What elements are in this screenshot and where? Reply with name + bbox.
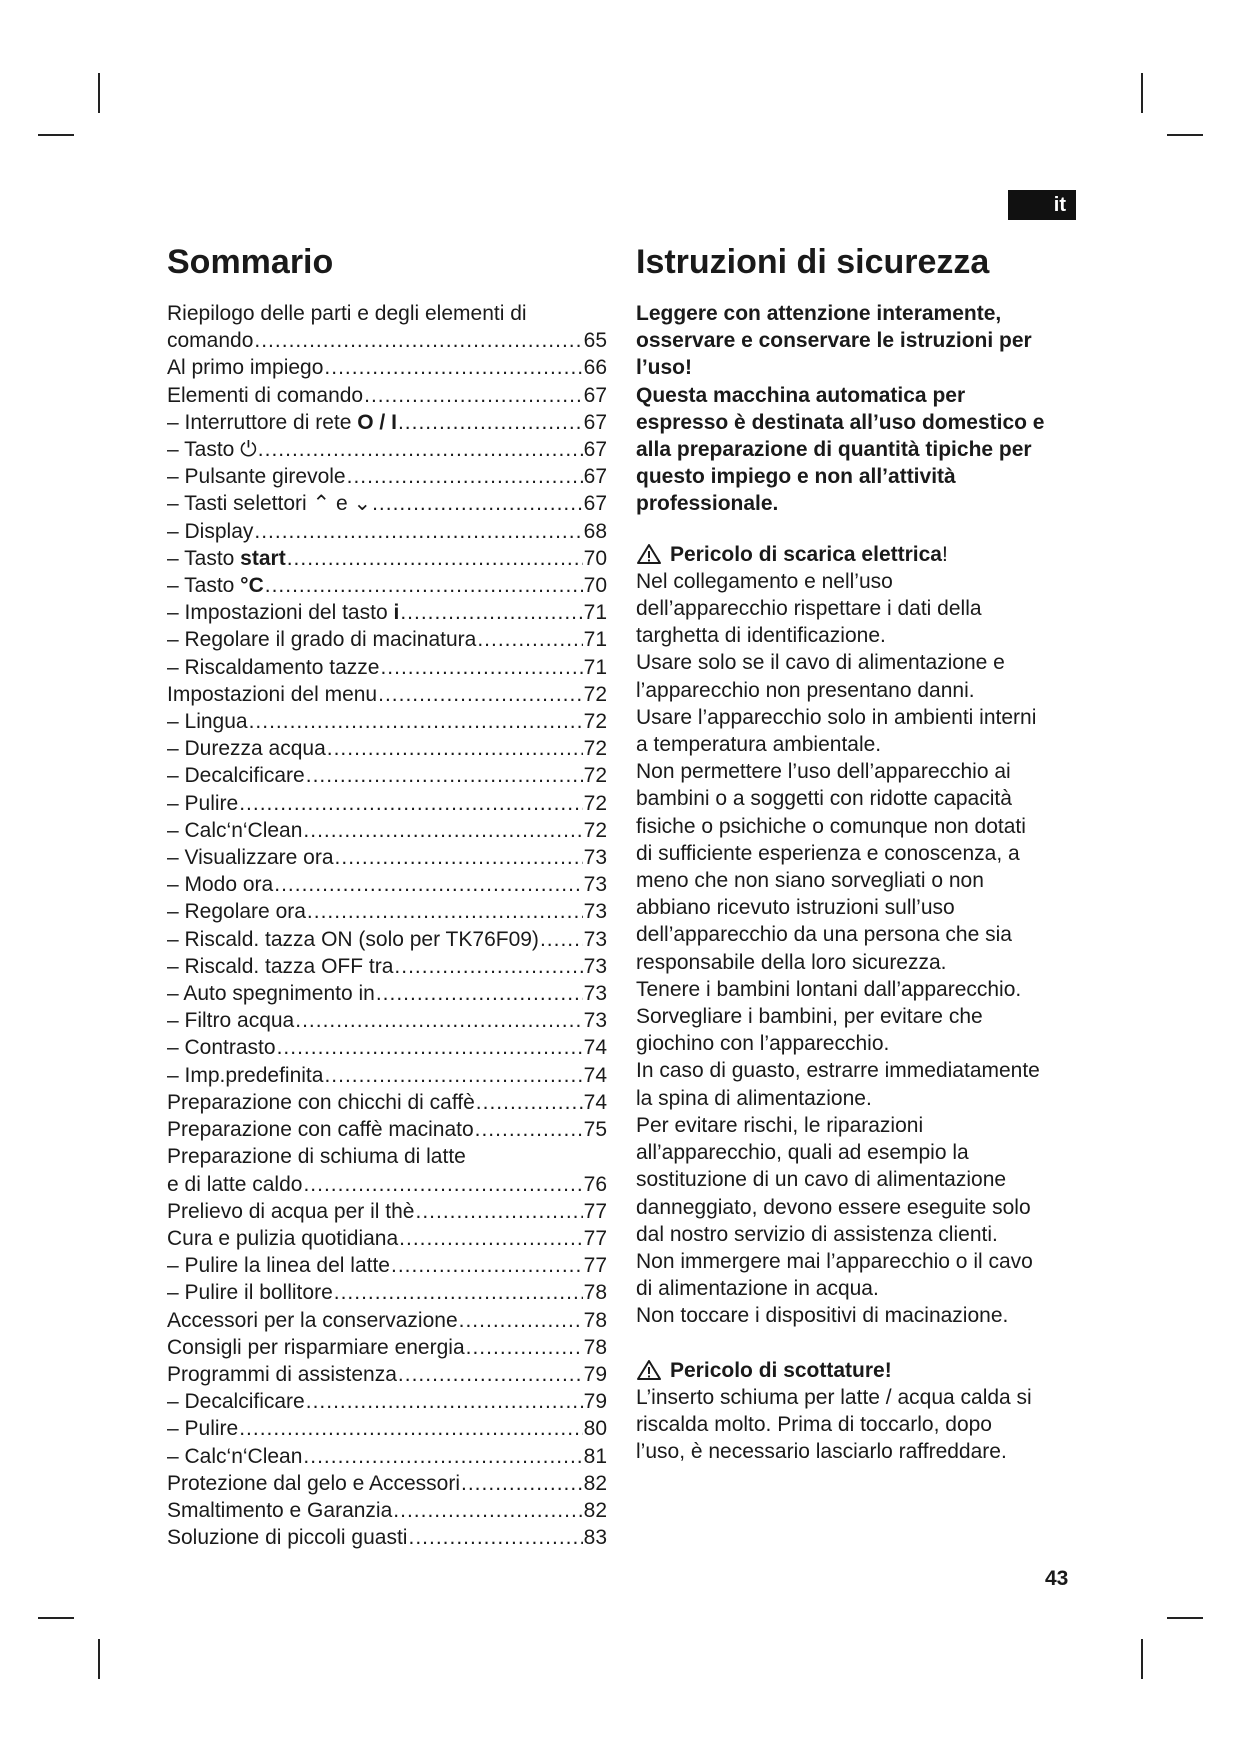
toc-entry-label: – Lingua	[167, 710, 248, 734]
toc-entry	[167, 382, 607, 409]
toc-page-number: 73	[583, 927, 607, 951]
toc-page-number: 67	[583, 410, 607, 434]
text-line: sostituzione di un cavo di alimentazione	[636, 1168, 1007, 1192]
text-line: professionale.	[636, 492, 779, 516]
text-line: espresso è destinata all’uso domestico e	[636, 410, 1045, 434]
toc-page-number: 76	[583, 1172, 607, 1196]
toc-entry-label: comando	[167, 329, 254, 353]
toc-leader-dots	[393, 1497, 582, 1524]
toc-entry-label: – Contrasto	[167, 1036, 276, 1060]
warning-burn-title: Pericolo di scottature!	[670, 1358, 892, 1382]
toc-page-number: 72	[583, 818, 607, 842]
toc-entry	[167, 1415, 607, 1442]
warning-triangle-icon	[636, 1359, 662, 1381]
toc-page-number: 67	[583, 492, 607, 516]
text-line: dell’apparecchio rispettare i dati della	[636, 597, 982, 621]
crop-mark	[1167, 134, 1203, 136]
toc-entry	[167, 599, 607, 626]
toc-leader-dots	[399, 1225, 582, 1252]
toc-entry	[167, 626, 607, 653]
toc-page-number: 73	[583, 954, 607, 978]
toc-page-number: 78	[583, 1335, 607, 1359]
crop-mark	[98, 1639, 100, 1679]
toc-page-number: 72	[583, 764, 607, 788]
toc-entry-label: – Riscald. tazza OFF tra	[167, 954, 394, 978]
toc-entry-label: Soluzione di piccoli guasti	[167, 1526, 408, 1550]
crop-mark	[38, 134, 74, 136]
toc-entry-label: Impostazioni del menu	[167, 682, 378, 706]
toc-entry-label: – Riscaldamento tazze	[167, 655, 380, 679]
toc-entry-label: – Regolare il grado di macinatura	[167, 628, 477, 652]
toc-leader-dots	[324, 1062, 582, 1089]
toc-entry	[167, 572, 607, 599]
toc-entry	[167, 735, 607, 762]
warning-electric-heading	[636, 541, 1086, 568]
toc-entry-label: Cura e pulizia quotidiana	[167, 1226, 399, 1250]
text-line: questo impiego e non all’attività	[636, 465, 956, 489]
toc-page-number: 67	[583, 465, 607, 489]
toc-entry	[167, 926, 607, 953]
toc-page-number: 82	[583, 1498, 607, 1522]
table-of-contents	[167, 238, 607, 1551]
safety-intro	[636, 300, 1086, 518]
toc-page-number: 82	[583, 1471, 607, 1495]
text-line: Questa macchina automatica per	[636, 383, 966, 407]
toc-entry	[167, 436, 607, 463]
toc-entry	[167, 1007, 607, 1034]
warning-burn-text	[636, 1384, 1086, 1466]
language-tab: it	[1008, 190, 1076, 220]
toc-entry	[167, 1307, 607, 1334]
toc-page-number: 72	[583, 682, 607, 706]
toc-entry-label: – Riscald. tazza ON (solo per TK76F09)	[167, 927, 539, 951]
warning-triangle-icon	[636, 543, 662, 565]
text-line: targhetta di identificazione.	[636, 624, 886, 648]
text-line: a temperatura ambientale.	[636, 733, 882, 757]
toc-entry-label: – Tasto °C	[167, 574, 264, 598]
toc-entry	[167, 898, 607, 925]
toc-leader-dots	[239, 1415, 582, 1442]
page-number: 43	[1045, 1567, 1069, 1590]
toc-leader-dots	[364, 382, 583, 409]
toc-entry-label: – Visualizzare ora	[167, 846, 334, 870]
toc-page-number: 72	[583, 710, 607, 734]
toc-entry-label: – Tasto ⏻	[167, 438, 257, 462]
toc-leader-dots	[239, 790, 582, 817]
text-line: riscalda molto. Prima di toccarlo, dopo	[636, 1412, 992, 1436]
toc-title: Sommario	[167, 243, 334, 281]
text-line: l’uso, è necessario lasciarlo raffreddare.	[636, 1440, 1007, 1464]
toc-entry	[167, 871, 607, 898]
text-line: dal nostro servizio di assistenza clienti.	[636, 1222, 998, 1246]
toc-entry	[167, 327, 607, 354]
toc-page-number: 71	[583, 601, 607, 625]
toc-page-number: 78	[583, 1308, 607, 1332]
warning-electric-title: Pericolo di scarica elettrica	[670, 542, 942, 566]
toc-page-number: 77	[583, 1226, 607, 1250]
toc-entry	[167, 1497, 607, 1524]
warning-electric-text	[636, 568, 1086, 1330]
toc-page-number: 74	[583, 1063, 607, 1087]
toc-entry	[167, 1171, 607, 1198]
crop-mark	[98, 73, 100, 113]
toc-entry-label: – Calc‘n‘Clean	[167, 1444, 303, 1468]
toc-leader-dots	[540, 926, 583, 953]
toc-entry	[167, 1062, 607, 1089]
toc-entry	[167, 1252, 607, 1279]
toc-leader-dots	[295, 1007, 582, 1034]
text-line: fisiche o psichiche o comunque non dotati	[636, 814, 1026, 838]
toc-leader-dots	[327, 735, 583, 762]
toc-entry-label: – Impostazioni del tasto i	[167, 601, 400, 625]
toc-entry-label: Consigli per risparmiare energia	[167, 1335, 465, 1359]
toc-leader-dots	[459, 1307, 583, 1334]
toc-leader-dots	[274, 871, 582, 898]
toc-leader-dots	[277, 1034, 583, 1061]
toc-leader-dots	[334, 1279, 583, 1306]
toc-leader-dots	[306, 762, 583, 789]
text-line: responsabile della loro sicurezza.	[636, 950, 947, 974]
toc-entry-label: – Auto spegnimento in	[167, 982, 375, 1006]
toc-page-number: 70	[583, 546, 607, 570]
toc-entry-label: – Interruttore di rete O / I	[167, 410, 397, 434]
text-line: Sorvegliare i bambini, per evitare che	[636, 1005, 983, 1029]
toc-page-number: 73	[583, 873, 607, 897]
toc-entry	[167, 1470, 607, 1497]
toc-page-number: 70	[583, 574, 607, 598]
toc-entry-line: Riepilogo delle parti e degli elementi di	[167, 302, 527, 325]
text-line: dell’apparecchio da una persona che sia	[636, 923, 1012, 947]
toc-leader-dots	[391, 1252, 583, 1279]
toc-leader-dots	[347, 463, 583, 490]
toc-leader-dots	[408, 1524, 582, 1551]
toc-leader-dots	[372, 490, 583, 517]
toc-page-number: 80	[583, 1417, 607, 1441]
toc-entry	[167, 790, 607, 817]
toc-leader-dots	[249, 708, 583, 735]
toc-leader-dots	[303, 817, 582, 844]
toc-leader-dots	[415, 1198, 582, 1225]
text-line: di sufficiente esperienza e conoscenza, a	[636, 841, 1020, 865]
toc-page-number: 79	[583, 1390, 607, 1414]
toc-entry-label: – Modo ora	[167, 873, 274, 897]
toc-entry-line: Preparazione di schiuma di latte	[167, 1145, 466, 1169]
toc-entry-label: – Pulire la linea del latte	[167, 1254, 390, 1278]
toc-leader-dots	[265, 572, 583, 599]
text-line: abbiano ricevuto istruzioni sull’uso	[636, 896, 955, 920]
toc-entry	[167, 409, 607, 436]
toc-entry-label: – Tasti selettori ⌃ e ⌄	[167, 492, 372, 516]
toc-entry	[167, 1116, 607, 1143]
text-line: Per evitare rischi, le riparazioni	[636, 1113, 924, 1137]
toc-page-number: 73	[583, 846, 607, 870]
toc-entry	[167, 980, 607, 1007]
toc-page-number: 74	[583, 1090, 607, 1114]
warning-burn-heading	[636, 1357, 1086, 1384]
toc-leader-dots	[258, 436, 583, 463]
toc-entry-label: Prelievo di acqua per il thè	[167, 1199, 415, 1223]
toc-leader-dots	[378, 681, 583, 708]
toc-entry-label: – Tasto start	[167, 546, 286, 570]
toc-entry-label: Elementi di comando	[167, 383, 364, 407]
toc-page-number: 73	[583, 982, 607, 1006]
toc-entry	[167, 762, 607, 789]
toc-entry	[167, 490, 607, 517]
toc-entry	[167, 1443, 607, 1470]
toc-entry-label: – Imp.predefinita	[167, 1063, 324, 1087]
crop-mark	[1167, 1617, 1203, 1619]
text-line: giochino con l’apparecchio.	[636, 1032, 890, 1056]
crop-mark	[38, 1617, 74, 1619]
toc-entry-label: Preparazione con caffè macinato	[167, 1118, 474, 1142]
toc-leader-dots	[254, 327, 582, 354]
toc-entry	[167, 354, 607, 381]
toc-leader-dots	[335, 844, 583, 871]
toc-leader-dots	[303, 1171, 582, 1198]
toc-entry	[167, 518, 607, 545]
toc-page-number: 67	[583, 383, 607, 407]
text-line: di alimentazione in acqua.	[636, 1277, 879, 1301]
toc-entry-label: – Pulire	[167, 791, 239, 815]
toc-page-number: 83	[583, 1526, 607, 1550]
toc-entry	[167, 681, 607, 708]
toc-page-number: 67	[583, 438, 607, 462]
text-line: l’uso!	[636, 356, 692, 380]
toc-entry	[167, 953, 607, 980]
toc-page-number: 65	[583, 329, 607, 353]
toc-entry	[167, 817, 607, 844]
toc-entry	[167, 1034, 607, 1061]
toc-entry-label: Preparazione con chicchi di caffè	[167, 1090, 475, 1114]
toc-leader-dots	[307, 898, 583, 925]
safety-instructions	[636, 238, 1086, 1465]
toc-entry-label: Programmi di assistenza	[167, 1362, 397, 1386]
toc-entry	[167, 844, 607, 871]
toc-leader-dots	[380, 654, 582, 681]
toc-entry	[167, 1225, 607, 1252]
toc-entry-label: – Pulire il bollitore	[167, 1281, 333, 1305]
text-line: Non immergere mai l’apparecchio o il cavo	[636, 1249, 1033, 1273]
toc-leader-dots	[306, 1388, 583, 1415]
text-line: Nel collegamento e nell’uso	[636, 569, 893, 593]
text-line: danneggiato, devono essere eseguite solo	[636, 1195, 1031, 1219]
toc-entry-label: – Calc‘n‘Clean	[167, 818, 303, 842]
text-line: all’apparecchio, quali ad esempio la	[636, 1141, 969, 1165]
text-line: Non permettere l’uso dell’apparecchio ai	[636, 760, 1011, 784]
toc-page-number: 77	[583, 1199, 607, 1223]
toc-leader-dots	[400, 599, 582, 626]
toc-page-number: 73	[583, 900, 607, 924]
toc-entry-label: – Display	[167, 519, 254, 543]
crop-mark	[1141, 1639, 1143, 1679]
toc-entry	[167, 1361, 607, 1388]
text-line: bambini o a soggetti con ridotte capacità	[636, 787, 1012, 811]
toc-entry-label: – Filtro acqua	[167, 1009, 295, 1033]
text-line: In caso di guasto, estrarre immediatamente	[636, 1059, 1040, 1083]
toc-page-number: 72	[583, 791, 607, 815]
toc-entry	[167, 1089, 607, 1116]
toc-entry	[167, 463, 607, 490]
text-line: Usare solo se il cavo di alimentazione e	[636, 651, 1005, 675]
toc-page-number: 74	[583, 1036, 607, 1060]
toc-entry-label: – Durezza acqua	[167, 737, 326, 761]
crop-mark	[1141, 73, 1143, 113]
toc-page-number: 75	[583, 1118, 607, 1142]
toc-page-number: 71	[583, 628, 607, 652]
toc-page-number: 66	[583, 356, 607, 380]
toc-leader-dots	[376, 980, 583, 1007]
text-line: L’inserto schiuma per latte / acqua calda si	[636, 1385, 1032, 1409]
toc-entry	[167, 1388, 607, 1415]
text-line: la spina di alimentazione.	[636, 1086, 872, 1110]
toc-entry	[167, 1279, 607, 1306]
text-line: Leggere con attenzione interamente,	[636, 302, 1002, 325]
toc-entry-label: – Pulsante girevole	[167, 465, 346, 489]
toc-page-number: 72	[583, 737, 607, 761]
toc-entry	[167, 545, 607, 572]
text-line: Usare l’apparecchio solo in ambienti interni	[636, 705, 1037, 729]
text-line: alla preparazione di quantità tipiche per	[636, 438, 1032, 462]
toc-leader-dots	[254, 518, 582, 545]
toc-leader-dots	[398, 1361, 583, 1388]
text-line: osservare e conservare le istruzioni per	[636, 329, 1032, 353]
warning-electric-suffix: !	[941, 542, 948, 566]
toc-entry-label: Smaltimento e Garanzia	[167, 1498, 393, 1522]
toc-entry-label: Accessori per la conservazione	[167, 1308, 458, 1332]
toc-entry-label: Protezione dal gelo e Accessori	[167, 1471, 461, 1495]
toc-page-number: 71	[583, 655, 607, 679]
toc-leader-dots	[476, 1089, 583, 1116]
toc-leader-dots	[477, 626, 582, 653]
toc-page-number: 81	[583, 1444, 607, 1468]
toc-list	[167, 300, 607, 1551]
toc-entry	[167, 654, 607, 681]
toc-leader-dots	[303, 1443, 582, 1470]
toc-page-number: 79	[583, 1362, 607, 1386]
toc-leader-dots	[324, 354, 582, 381]
safety-title: Istruzioni di sicurezza	[636, 243, 990, 281]
toc-entry-label: Al primo impiego	[167, 356, 324, 380]
toc-entry	[167, 1524, 607, 1551]
toc-leader-dots	[394, 953, 582, 980]
toc-entry-label: – Decalcificare	[167, 1390, 305, 1414]
text-line: meno che non siano sorvegliati o non	[636, 869, 984, 893]
toc-page-number: 73	[583, 1009, 607, 1033]
text-line: Tenere i bambini lontani dall’apparecchio.	[636, 977, 1022, 1001]
toc-entry-label: – Decalcificare	[167, 764, 305, 788]
toc-entry	[167, 708, 607, 735]
toc-page-number: 68	[583, 519, 607, 543]
text-line: l’apparecchio non presentano danni.	[636, 678, 975, 702]
toc-entry-label: – Pulire	[167, 1417, 239, 1441]
toc-entry-label: – Regolare ora	[167, 900, 306, 924]
toc-leader-dots	[461, 1470, 583, 1497]
text-line: Non toccare i dispositivi di macinazione.	[636, 1304, 1009, 1328]
toc-leader-dots	[287, 545, 583, 572]
toc-entry-label: e di latte caldo	[167, 1172, 303, 1196]
toc-entry	[167, 1334, 607, 1361]
toc-entry	[167, 1198, 607, 1225]
toc-page-number: 77	[583, 1254, 607, 1278]
toc-leader-dots	[466, 1334, 583, 1361]
toc-leader-dots	[398, 409, 583, 436]
toc-page-number: 78	[583, 1281, 607, 1305]
toc-leader-dots	[475, 1116, 583, 1143]
